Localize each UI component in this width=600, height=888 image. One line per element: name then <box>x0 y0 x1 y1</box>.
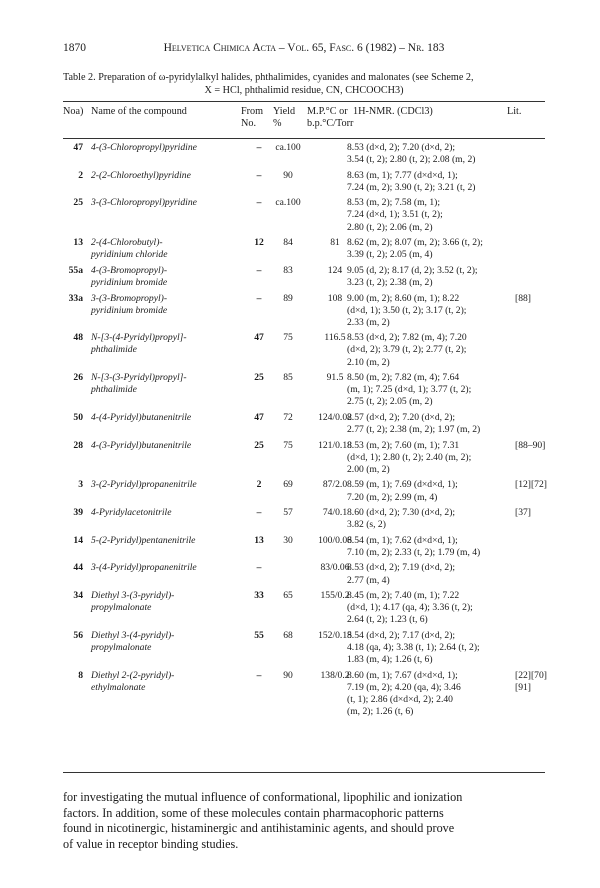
cell-mp: 91.5 <box>326 372 344 384</box>
cell-from: 25 <box>254 372 264 384</box>
table-row <box>63 170 545 194</box>
cell-nmr: 8.45 (m, 2); 7.40 (m, 1); 7.22 (d×d, 1); 4.17 (qa, 4); 3.36 (t, 2); 2.64 (t, 2); 1.23 (t, 6) <box>347 590 473 626</box>
cell-nmr: 8.57 (d×d, 2); 7.20 (d×d, 2); 2.77 (t, 2); 2.38 (m, 2); 1.97 (m, 2) <box>347 411 481 436</box>
cell-no: 14 <box>73 534 83 546</box>
table-row <box>63 412 545 436</box>
cell-yield: 68 <box>283 629 293 641</box>
table-row <box>63 197 545 233</box>
cell-nmr: 8.53 (d×d, 2); 7.19 (d×d, 2); 2.77 (m, 4) <box>347 562 456 586</box>
cell-nmr: 8.53 (d×d, 2); 7.82 (m, 4); 7.20 (d×d, 2); 3.79 (t, 2); 2.77 (t, 2); 2.10 (m, 2) <box>347 332 467 368</box>
cell-nmr: 8.59 (m, 1); 7.69 (d×d×d, 1); 7.20 (m, 2); 2.99 (m, 4) <box>347 479 458 503</box>
cell-nmr: 8.53 (m, 2); 7.60 (m, 1); 7.31 (d×d, 1); 2.80 (t, 2); 2.40 (m, 2); 2.00 (m, 2) <box>347 439 472 475</box>
cell-name: N-[3-(4-Pyridyl)propyl]- phthalimide <box>91 332 187 356</box>
cell-from: 33 <box>254 590 264 602</box>
cell-name: Diethyl 2-(2-pyridyl)- ethylmalonate <box>91 669 175 693</box>
cell-from: – <box>256 669 262 681</box>
cell-nmr: 8.60 (d×d, 2); 7.30 (d×d, 2); 3.82 (s, 2) <box>347 507 456 531</box>
cell-no: 26 <box>73 372 83 384</box>
cell-name: Diethyl 3-(3-pyridyl)- propylmalonate <box>91 590 175 614</box>
body-paragraph <box>63 790 545 853</box>
col-from-header: From No. <box>241 106 264 129</box>
cell-no: 48 <box>73 332 83 344</box>
table-row <box>63 590 545 626</box>
table-row <box>63 562 545 586</box>
cell-yield: 83 <box>283 264 293 276</box>
table-top-rule <box>63 101 545 102</box>
cell-from: 47 <box>254 411 264 423</box>
cell-from: 13 <box>254 534 264 546</box>
cell-name: 4-Pyridylacetonitrile <box>91 507 172 519</box>
cell-yield: 72 <box>283 411 293 423</box>
cell-mp: 124 <box>327 264 343 276</box>
cell-from: – <box>256 142 262 153</box>
cell-yield: 89 <box>283 292 293 304</box>
caption-line-1: Table 2. Preparation of ω-pyridylalkyl halides, phthalimides, cyanides and malonates (see Scheme 2, <box>63 72 474 83</box>
cell-yield: 84 <box>283 237 293 249</box>
cell-name: Diethyl 3-(4-pyridyl)- propylmalonate <box>91 629 175 654</box>
cell-lit: [88–90] <box>515 439 546 451</box>
cell-no: 39 <box>73 507 83 519</box>
table-header-rule <box>63 138 545 139</box>
cell-yield: 75 <box>283 439 293 451</box>
table-body <box>63 142 545 722</box>
cell-mp: 116.5 <box>324 332 346 344</box>
cell-from: – <box>256 507 262 519</box>
cell-no: 50 <box>73 411 83 423</box>
body-line: factors. In addition, some of these molecules contain pharmacophoric patterns <box>63 805 444 820</box>
cell-no: 34 <box>73 590 83 602</box>
cell-mp: 81 <box>330 237 340 249</box>
cell-nmr: 8.62 (m, 2); 8.07 (m, 2); 3.66 (t, 2); 3.39 (t, 2); 2.05 (m, 4) <box>347 237 483 261</box>
cell-name: 3-(3-Chloropropyl)pyridine <box>91 197 197 209</box>
cell-nmr: 9.05 (d, 2); 8.17 (d, 2); 3.52 (t, 2); 3.23 (t, 2); 2.38 (m, 2) <box>347 264 478 288</box>
cell-name: 4-(3-Pyridyl)butanenitrile <box>91 439 192 451</box>
table-row <box>63 237 545 261</box>
cell-no: 8 <box>78 669 83 681</box>
cell-name: 4-(4-Pyridyl)butanenitrile <box>91 411 192 423</box>
cell-nmr: 8.50 (m, 2); 7.82 (m, 4); 7.64 (m, 1); 7.25 (d×d, 1); 3.77 (t, 2); 2.75 (t, 2); 2.05 (m, 2) <box>347 372 472 408</box>
cell-yield: 85 <box>283 372 293 384</box>
cell-from: – <box>256 562 262 574</box>
cell-mp: 83/0.06 <box>320 562 350 574</box>
table-row <box>63 332 545 368</box>
cell-mp: 100/0.06 <box>318 534 352 546</box>
cell-nmr: 8.60 (m, 1); 7.67 (d×d×d, 1); 7.19 (m, 2); 4.20 (qa, 4); 3.46 (t, 1); 2.86 (d×d×d, 2); 2.40 (m, 2); 1.26 (t, 6) <box>347 669 461 718</box>
body-line: for investigating the mutual influence of conformational, lipophilic and ionization <box>63 790 463 804</box>
table-row <box>63 265 545 289</box>
cell-from: 2 <box>256 479 262 491</box>
table-row <box>63 479 545 503</box>
table-row <box>63 440 545 476</box>
col-mp-header: M.P.°C or b.p.°C/Torr <box>307 106 354 129</box>
cell-lit: [88] <box>515 292 531 304</box>
cell-mp: 155/0.2 <box>320 590 350 602</box>
cell-nmr: 8.53 (m, 2); 7.58 (m, 1); 7.24 (d×d, 1); 3.51 (t, 2); 2.80 (t, 2); 2.06 (m, 2) <box>347 197 443 233</box>
cell-mp: 121/0.18 <box>318 439 352 451</box>
table-row <box>63 670 545 718</box>
cell-yield: 75 <box>283 332 293 344</box>
cell-no: 2 <box>78 169 83 181</box>
table-header <box>63 104 545 138</box>
cell-from: – <box>256 264 262 276</box>
cell-yield: 30 <box>283 534 293 546</box>
cell-yield: 65 <box>283 590 293 602</box>
cell-mp: 138/0.2 <box>320 669 350 681</box>
cell-yield: ca.100 <box>275 197 301 209</box>
body-line: of value in receptor binding studies. <box>63 837 239 852</box>
caption-line-2: X = HCl, phthalimid residue, CN, CHCOOCH3) <box>204 84 404 96</box>
cell-nmr: 8.54 (d×d, 2); 7.17 (d×d, 2); 4.18 (qa, 4); 3.38 (t, 1); 2.64 (t, 2); 1.83 (m, 4); 1.26 (t, 6) <box>347 629 480 666</box>
cell-lit: [37] <box>515 507 531 519</box>
col-name-header: Name of the compound <box>91 106 187 117</box>
cell-no: 28 <box>73 439 83 451</box>
cell-from: 25 <box>254 439 264 451</box>
cell-no: 25 <box>73 197 83 209</box>
cell-yield: 90 <box>283 169 293 181</box>
cell-mp: 87/2.0 <box>322 479 348 491</box>
cell-no: 44 <box>73 562 83 574</box>
cell-lit: [12][72] <box>515 479 547 491</box>
cell-from: 47 <box>254 332 264 344</box>
cell-mp: 152/0.15 <box>318 629 352 641</box>
cell-name: N-[3-(3-Pyridyl)propyl]- phthalimide <box>91 372 187 396</box>
cell-from: – <box>256 169 262 181</box>
cell-name: 4-(3-Bromopropyl)- pyridinium bromide <box>91 264 168 288</box>
cell-nmr: 8.53 (d×d, 2); 7.20 (d×d, 2); 3.54 (t, 2); 2.80 (t, 2); 2.08 (m, 2) <box>347 142 476 166</box>
cell-nmr: 8.63 (m, 1); 7.77 (d×d×d, 1); 7.24 (m, 2); 3.90 (t, 2); 3.21 (t, 2) <box>347 169 476 193</box>
cell-yield: 69 <box>283 479 293 491</box>
cell-from: 12 <box>254 237 264 249</box>
cell-name: 3-(2-Pyridyl)propanenitrile <box>91 479 197 491</box>
table-row <box>63 142 545 166</box>
col-no-header: Noa) <box>63 106 84 117</box>
cell-mp: 108 <box>327 292 343 304</box>
cell-yield: ca.100 <box>275 142 301 153</box>
cell-yield: 57 <box>283 507 293 519</box>
cell-nmr: 9.00 (m, 2); 8.60 (m, 1); 8.22 (d×d, 1); 3.50 (t, 2); 3.17 (t, 2); 2.33 (m, 2) <box>347 292 467 328</box>
cell-name: 5-(2-Pyridyl)pentanenitrile <box>91 534 196 546</box>
col-lit-header: Lit. <box>507 106 522 117</box>
body-line: found in nicotinergic, histaminergic and antihistaminic agents, and should prove <box>63 821 455 836</box>
cell-name: 2-(2-Chloroethyl)pyridine <box>91 169 191 181</box>
table-row <box>63 293 545 329</box>
cell-from: – <box>256 292 262 304</box>
cell-yield: 90 <box>283 669 293 681</box>
cell-name: 4-(3-Chloropropyl)pyridine <box>91 142 197 153</box>
cell-lit: [22][70] [91] <box>515 669 547 693</box>
table-row <box>63 507 545 531</box>
cell-name: 3-(3-Bromopropyl)- pyridinium bromide <box>91 292 168 316</box>
cell-name: 3-(4-Pyridyl)propanenitrile <box>91 562 197 574</box>
cell-nmr: 8.54 (m, 1); 7.62 (d×d×d, 1); 7.10 (m, 2); 2.33 (t, 2); 1.79 (m, 4) <box>347 534 481 558</box>
cell-name: 2-(4-Chlorobutyl)- pyridinium chloride <box>91 237 168 261</box>
cell-no: 3 <box>78 479 83 491</box>
col-yield-header: Yield % <box>273 106 296 129</box>
table-bottom-rule <box>63 772 545 773</box>
cell-no: 13 <box>73 237 83 249</box>
cell-mp: 74/0.1 <box>322 507 348 519</box>
journal-title: Helvetica Chimica Acta – Vol. 65, Fasc. 6 (1982) – Nr. 183 <box>163 42 445 54</box>
table-row <box>63 630 545 666</box>
col-nmr-header: 1H-NMR. (CDCl3) <box>353 106 433 117</box>
cell-from: – <box>256 197 262 209</box>
page-number: 1870 <box>63 42 86 54</box>
cell-no: 55a <box>68 264 83 276</box>
table-row <box>63 535 545 559</box>
table-caption <box>63 72 545 97</box>
cell-mp: 124/0.02 <box>318 411 352 423</box>
cell-from: 55 <box>254 629 264 641</box>
cell-no: 33a <box>68 292 83 304</box>
cell-no: 47 <box>73 142 83 153</box>
cell-no: 56 <box>73 629 83 641</box>
table-row <box>63 372 545 408</box>
